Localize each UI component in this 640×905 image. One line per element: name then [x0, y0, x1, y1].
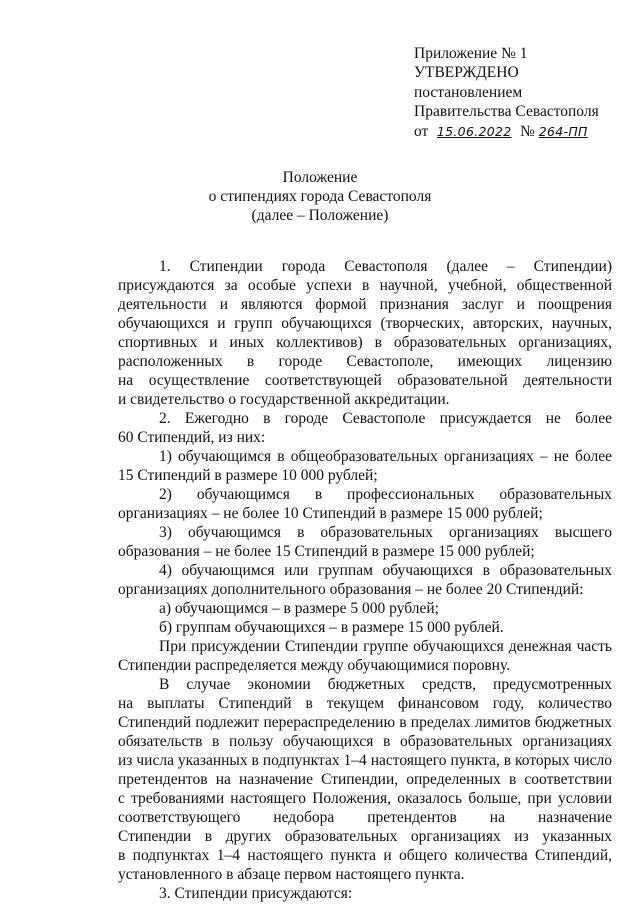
- body-line: В случае экономии бюджетных средств, предусмотренных: [159, 676, 612, 693]
- body-line: Стипендий подлежит перераспределению в пределах лимитов бюджетных: [118, 714, 612, 731]
- document-subtitle: о стипендиях города Севастополя: [208, 188, 432, 205]
- body-line: 1) обучающимся в общеобразовательных организациях – не более: [159, 448, 612, 465]
- body-line: установленного в абзаце первом настоящего пункта.: [118, 866, 465, 883]
- body-line: организациях дополнительного образования – не более 20 Стипендий:: [118, 581, 584, 598]
- body-line: образования – не более 15 Стипендий в размере 15 000 рублей;: [118, 543, 535, 560]
- body-line: претендентов на назначение Стипендии, определенных в соответствии: [118, 771, 612, 788]
- body-line: организациях – не более 10 Стипендий в размере 15 000 рублей;: [118, 505, 543, 522]
- body-line: присуждаются за особые успехи в научной, учебной, общественной: [118, 277, 612, 294]
- body-line: из числа указанных в подпунктах 1–4 настоящего пункта, в которых число: [118, 752, 612, 769]
- decree-label: постановлением: [414, 83, 523, 101]
- body-line: соответствующего недобора претендентов на назначение: [118, 809, 612, 826]
- body-line: на выплаты Стипендий в текущем финансовом году, количество: [118, 695, 612, 712]
- body-line: обязательств в пользу обучающихся в образовательных организациях: [118, 733, 612, 750]
- body-line: обучающихся и групп обучающихся (творческих, авторских, научных,: [118, 315, 612, 332]
- body-line: 15 Стипендий в размере 10 000 рублей;: [118, 467, 378, 484]
- body-line: 2) обучающимся в профессиональных образовательных: [159, 486, 612, 503]
- body-line: на осуществление соответствующей образовательной деятельности: [118, 372, 612, 389]
- body-line: 1. Стипендии города Севастополя (далее – Стипендии): [159, 258, 612, 275]
- body-line: с требованиями настоящего Положения, оказалось больше, при условии: [118, 790, 612, 807]
- document-title: Положение: [282, 169, 358, 186]
- body-line: расположенных в городе Севастополе, имеющих лицензию: [118, 353, 612, 370]
- number-prefix: №: [520, 122, 535, 140]
- approved-label: УТВЕРЖДЕНО: [414, 64, 519, 82]
- appendix-label: Приложение № 1: [414, 45, 528, 62]
- body-line: деятельности и являются формой признания заслуг и поощрения: [118, 296, 612, 313]
- from-prefix: от: [414, 122, 429, 140]
- body-line: б) группам обучающихся – в размере 15 000 рублей.: [159, 619, 504, 636]
- body-line: 3. Стипендии присуждаются:: [159, 885, 353, 902]
- body-line: спортивных и иных коллективов) в образовательных организациях,: [118, 334, 612, 351]
- document-abbreviation: (далее – Положение): [251, 207, 389, 224]
- body-line: а) обучающимся – в размере 5 000 рублей;: [159, 600, 439, 617]
- decree-date: 15.06.2022: [436, 123, 512, 139]
- approval-block: [414, 44, 599, 141]
- decree-number: 264-ПП: [538, 123, 588, 139]
- body-line: Стипендии в других образовательных организациях из указанных: [118, 828, 612, 845]
- body-line: При присуждении Стипендии группе обучающихся денежная часть: [159, 638, 612, 655]
- body-line: 3) обучающимся в образовательных организациях высшего: [159, 524, 612, 541]
- body-line: Стипендии распределяется между обучающимися поровну.: [118, 657, 511, 674]
- authority-label: Правительства Севастополя: [414, 103, 599, 121]
- decree-date-line: [414, 122, 599, 141]
- body-line: 4) обучающимся или группам обучающихся в образовательных: [159, 562, 612, 579]
- body-line: 60 Стипендий, из них:: [118, 429, 266, 446]
- body-line: в подпунктах 1–4 настоящего пункта и общего количества Стипендий,: [118, 847, 612, 864]
- body-line: и свидетельство о государственной аккредитации.: [118, 391, 450, 408]
- body-line: 2. Ежегодно в городе Севастополе присуждается не более: [159, 410, 612, 427]
